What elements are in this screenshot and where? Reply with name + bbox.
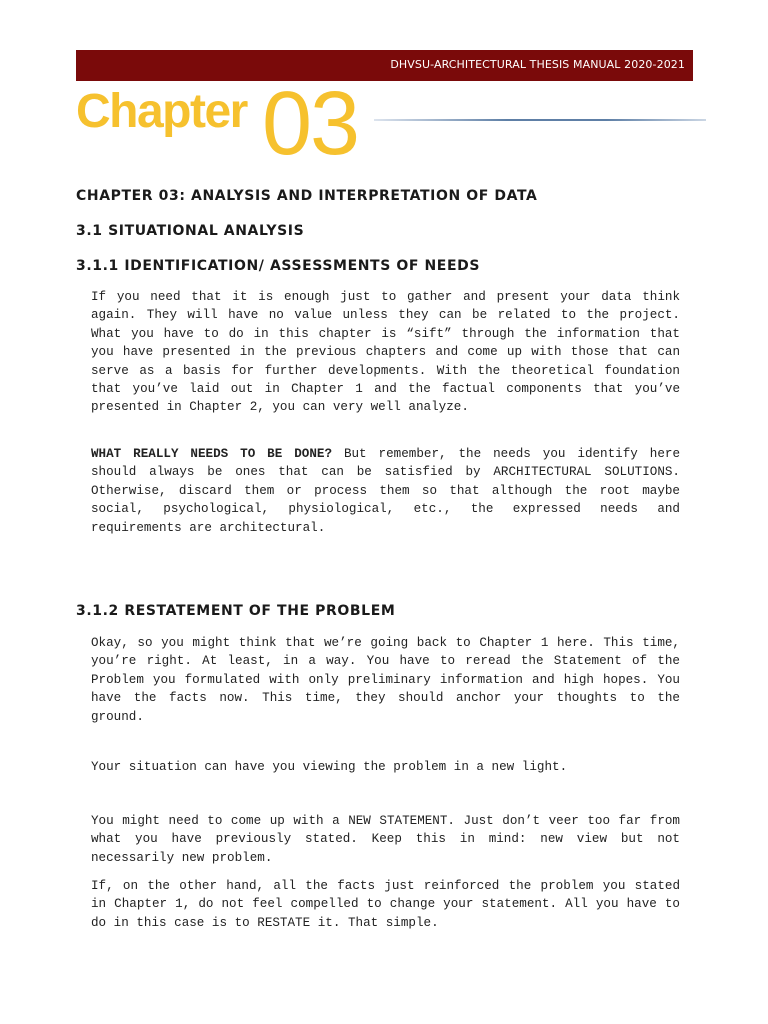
- paragraph-restate: If, on the other hand, all the facts just reinforced the problem you stated in Chapter 1, do not feel compelled to change your statement. All you have to do in this case is to RESTATE it. That simple.: [91, 879, 680, 930]
- section-heading-3-1-1: 3.1.1 IDENTIFICATION/ ASSESSMENTS OF NEEDS: [76, 258, 481, 274]
- paragraph-new-statement: You might need to come up with a NEW STATEMENT. Just don’t veer too far from what you have previously stated. Keep this in mind: new view but not necessarily new problem.: [91, 814, 680, 865]
- manual-title: DHVSU-ARCHITECTURAL THESIS MANUAL 2020-2021: [390, 58, 685, 71]
- paragraph-new-light: Your situation can have you viewing the problem in a new light.: [91, 760, 568, 774]
- decorative-rule: [374, 119, 706, 121]
- paragraph-reread: Okay, so you might think that we’re going back to Chapter 1 here. This time, you’re right. At least, in a way. You have to reread the Statement of the Problem you formulated with only preliminary information and high hopes. You have the facts now. This time, they should anchor your thoughts to the ground.: [91, 636, 680, 724]
- emphasis-question: WHAT REALLY NEEDS TO BE DONE?: [91, 447, 333, 461]
- section-heading-3-1: 3.1 SITUATIONAL ANALYSIS: [76, 223, 305, 239]
- paragraph-sift: If you need that it is enough just to gather and present your data think again. They will have no value unless they can be related to the project. What you have to do in this chapter is “sift” through the information that you have presented in the previous chapters and come up with those that can serve as a basis for further developments. With the theoretical foundation that you’ve laid out in Chapter 1 and the factual components that you’ve presented in Chapter 2, you can very well analyze.: [91, 290, 680, 415]
- paragraph-needs-text: But remember, the needs you identify here should always be ones that can be satisfied by ARCHITECTURAL SOLUTIONS. Otherwise, discard them or process them so that although the root maybe social, psychological, physiological, etc., the expressed needs and requirements are architectural.: [91, 447, 681, 535]
- section-heading-3-1-2: 3.1.2 RESTATEMENT OF THE PROBLEM: [76, 603, 396, 619]
- header-bar: [76, 50, 693, 81]
- chapter-word: Chapter: [76, 85, 247, 138]
- chapter-number: 03: [262, 74, 359, 174]
- chapter-title: CHAPTER 03: ANALYSIS AND INTERPRETATION OF DATA: [76, 188, 538, 204]
- paragraph-needs: [91, 445, 680, 537]
